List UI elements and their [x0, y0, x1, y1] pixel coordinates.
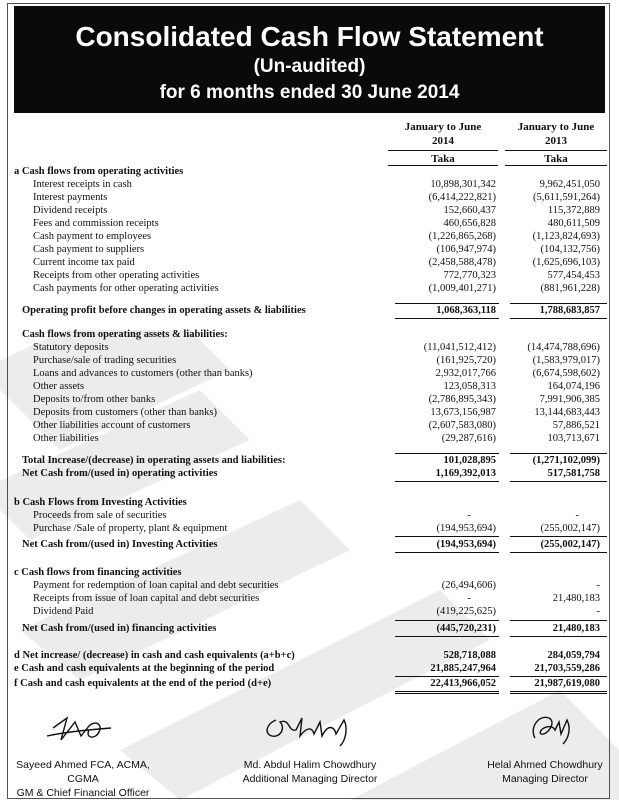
total-row-e	[0, 662, 619, 675]
value-2013: 164,074,196	[547, 381, 600, 392]
operating-profit-row	[0, 304, 619, 317]
value-2014: 460,656,828	[443, 218, 496, 229]
row-label: Current income tax paid	[33, 257, 135, 268]
statement-subtitle: (Un-audited)	[253, 56, 366, 77]
value-2013: 21,987,619,080	[534, 678, 600, 689]
table-row	[0, 243, 619, 256]
row-label: Cash payment to suppliers	[33, 244, 145, 255]
signature-amd	[262, 710, 362, 750]
value-2014: (194,953,694)	[436, 539, 496, 550]
section-label: b Cash Flows from Investing Activities	[14, 497, 187, 508]
subtotal-rule	[395, 636, 499, 637]
subtotal-rule	[395, 536, 499, 537]
col-2014-year: 2014	[432, 135, 454, 147]
row-label: Cash flows from operating assets & liabilities:	[22, 329, 228, 340]
row-label: e Cash and cash equivalents at the beginning of the period	[14, 663, 275, 674]
value-2013: (881,961,228)	[540, 283, 600, 294]
value-2014: (26,494,606)	[441, 580, 496, 591]
table-row	[0, 191, 619, 204]
row-label: Loans and advances to customers (other than banks)	[33, 368, 253, 379]
total-change-row	[0, 454, 619, 467]
col-2013-unit: Taka	[544, 153, 568, 165]
value-2013: 577,454,453	[547, 270, 600, 281]
net-financing-row	[0, 622, 619, 635]
row-label: Dividend Paid	[33, 606, 94, 617]
row-label: Purchase /Sale of property, plant & equipment	[33, 523, 228, 534]
table-row	[0, 605, 619, 618]
table-row	[0, 230, 619, 243]
value-2014: 1,068,363,118	[436, 305, 496, 316]
value-2014: (1,226,865,268)	[428, 231, 496, 242]
value-2013: -	[575, 510, 579, 521]
table-row	[0, 256, 619, 269]
row-label: Interest receipts in cash	[33, 179, 132, 190]
row-label: Operating profit before changes in operating assets & liabilities	[22, 305, 306, 316]
section-a-heading	[0, 165, 619, 178]
col-2013-header	[505, 120, 607, 148]
section-label: c Cash flows from financing activities	[14, 567, 182, 578]
value-2014: (2,607,583,080)	[428, 420, 496, 431]
value-2014: (2,786,895,343)	[428, 394, 496, 405]
double-rule	[395, 693, 499, 694]
row-label: Total Increase/(decrease) in operating assets and liabilities:	[22, 455, 286, 466]
value-2014: (2,458,588,478)	[428, 257, 496, 268]
row-label: Cash payment to employees	[33, 231, 152, 242]
value-2014: 772,770,323	[443, 270, 496, 281]
table-row	[0, 354, 619, 367]
table-row	[0, 204, 619, 217]
value-2014: 528,718,088	[443, 650, 496, 661]
col-2014-unit: Taka	[431, 153, 455, 165]
row-label: Receipts from other operating activities	[33, 270, 200, 281]
value-2013: 115,372,889	[547, 205, 600, 216]
statement-header	[14, 6, 605, 113]
value-2013: -	[596, 606, 600, 617]
value-2013: 517,581,758	[547, 468, 600, 479]
value-2013: (1,625,696,103)	[532, 257, 600, 268]
value-2013: 284,059,794	[547, 650, 600, 661]
col-2013-line1: January to June	[517, 121, 595, 133]
value-2013: (14,474,788,696)	[527, 342, 600, 353]
subtotal-rule	[395, 620, 499, 621]
value-2013: 21,703,559,286	[534, 663, 600, 674]
row-label: d Net increase/ (decrease) in cash and cash equivalents (a+b+c)	[14, 650, 295, 661]
table-row	[0, 380, 619, 393]
value-2014: (419,225,625)	[436, 606, 496, 617]
value-2014: 13,673,156,987	[430, 407, 496, 418]
table-row	[0, 217, 619, 230]
double-rule	[510, 691, 607, 692]
row-label: Deposits to/from other banks	[33, 394, 156, 405]
value-2014: 152,660,437	[443, 205, 496, 216]
value-2014: 22,413,966,052	[430, 678, 496, 689]
col-2014-line1: January to June	[404, 121, 482, 133]
value-2013: (1,583,979,017)	[532, 355, 600, 366]
value-2013: (104,132,756)	[540, 244, 600, 255]
signatory-title: Additional Managing Director	[242, 773, 378, 785]
value-2014: (1,009,401,271)	[428, 283, 496, 294]
subtotal-rule	[510, 620, 607, 621]
row-label: Statutory deposits	[33, 342, 109, 353]
row-label: Net Cash from/(used in) financing activities	[22, 623, 217, 634]
table-row	[0, 367, 619, 380]
statement-period: for 6 months ended 30 June 2014	[159, 82, 460, 103]
subtotal-rule	[510, 636, 607, 637]
value-2013: (1,271,102,099)	[532, 455, 600, 466]
signatory-name: Sayeed Ahmed FCA, ACMA, CGMA	[16, 759, 150, 785]
table-row	[0, 269, 619, 282]
table-row	[0, 509, 619, 522]
double-rule	[395, 691, 499, 692]
value-2013: 21,480,183	[552, 623, 600, 634]
value-2013: 9,962,451,050	[539, 179, 600, 190]
net-investing-row	[0, 538, 619, 551]
row-label: f Cash and cash equivalents at the end of the period (d+e)	[14, 678, 272, 689]
value-2013: 13,144,683,443	[534, 407, 600, 418]
value-2014: (106,947,974)	[436, 244, 496, 255]
value-2014: (6,414,222,821)	[428, 192, 496, 203]
row-label: Purchase/sale of trading securities	[33, 355, 177, 366]
row-label: Interest payments	[33, 192, 108, 203]
table-row	[0, 522, 619, 535]
subtotal-rule	[510, 481, 607, 482]
signatory-cfo	[8, 758, 158, 800]
row-label: Deposits from customers (other than banks)	[33, 407, 218, 418]
row-label: Dividend receipts	[33, 205, 108, 216]
value-2014: 10,898,301,342	[430, 179, 496, 190]
value-2014: (11,041,512,412)	[423, 342, 496, 353]
value-2013: 57,886,521	[552, 420, 600, 431]
value-2014: 21,885,247,964	[430, 663, 496, 674]
row-label: Payment for redemption of loan capital and debt securities	[33, 580, 279, 591]
section-label: a Cash flows from operating activities	[14, 166, 184, 177]
signature-md	[525, 708, 585, 748]
value-2014: -	[467, 510, 471, 521]
row-label: Net Cash from/(used in) Investing Activities	[22, 539, 218, 550]
table-row	[0, 282, 619, 295]
table-row	[0, 419, 619, 432]
total-row-d	[0, 649, 619, 662]
statement-title: Consolidated Cash Flow Statement	[75, 21, 544, 52]
signatory-name: Helal Ahmed Chowdhury	[487, 759, 603, 771]
subtotal-rule	[395, 318, 499, 319]
value-2014: (29,287,616)	[441, 433, 496, 444]
value-2014: (161,925,720)	[436, 355, 496, 366]
value-2013: 480,611,509	[547, 218, 600, 229]
subtotal-rule	[395, 552, 499, 553]
value-2013: 21,480,183	[552, 593, 600, 604]
signatory-amd	[230, 758, 390, 786]
total-row-f	[0, 677, 619, 690]
value-2014: (194,953,694)	[436, 523, 496, 534]
value-2014: 1,169,392,013	[435, 468, 496, 479]
subtotal-rule	[395, 481, 499, 482]
table-row	[0, 341, 619, 354]
net-operating-row	[0, 467, 619, 480]
value-2013: 103,713,671	[547, 433, 600, 444]
value-2014: -	[467, 593, 471, 604]
value-2013: 1,788,683,857	[539, 305, 600, 316]
col-2013-year: 2013	[545, 135, 567, 147]
subtotal-rule	[510, 536, 607, 537]
value-2014: (445,720,231)	[436, 623, 496, 634]
signatory-title: Managing Director	[502, 773, 588, 785]
row-label: Cash payments for other operating activities	[33, 283, 219, 294]
value-2013: (5,611,591,264)	[533, 192, 600, 203]
table-row	[0, 592, 619, 605]
double-rule	[510, 693, 607, 694]
row-label: Other liabilities account of customers	[33, 420, 191, 431]
subtotal-rule	[510, 552, 607, 553]
value-2013: (6,674,598,602)	[532, 368, 600, 379]
value-2013: (255,002,147)	[540, 523, 600, 534]
table-row	[0, 406, 619, 419]
row-label: Other liabilities	[33, 433, 99, 444]
row-label: Proceeds from sale of securities	[33, 510, 167, 521]
signatory-md	[480, 758, 610, 786]
value-2013: (1,123,824,693)	[532, 231, 600, 242]
value-2014: 101,028,895	[443, 455, 496, 466]
changes-heading	[0, 328, 619, 341]
table-row	[0, 393, 619, 406]
row-label: Net Cash from/(used in) operating activities	[22, 468, 218, 479]
subtotal-rule	[510, 318, 607, 319]
col-2014-header	[388, 120, 498, 148]
row-label: Receipts from issue of loan capital and debt securities	[33, 593, 260, 604]
col-2013-rule	[505, 150, 607, 151]
value-2013: 7,991,906,385	[539, 394, 600, 405]
table-row	[0, 579, 619, 592]
value-2014: 2,932,017,766	[435, 368, 496, 379]
section-b-heading	[0, 496, 619, 509]
value-2013: -	[596, 580, 600, 591]
section-c-heading	[0, 566, 619, 579]
col-2014-rule	[388, 150, 498, 151]
signature-cfo	[45, 708, 115, 748]
value-2014: 123,058,313	[443, 381, 496, 392]
signatory-name: Md. Abdul Halim Chowdhury	[243, 759, 377, 771]
table-row	[0, 178, 619, 191]
row-label: Fees and commission receipts	[33, 218, 159, 229]
value-2013: (255,002,147)	[540, 539, 600, 550]
table-row	[0, 432, 619, 445]
signatory-title: GM & Chief Financial Officer	[16, 787, 150, 799]
row-label: Other assets	[33, 381, 85, 392]
